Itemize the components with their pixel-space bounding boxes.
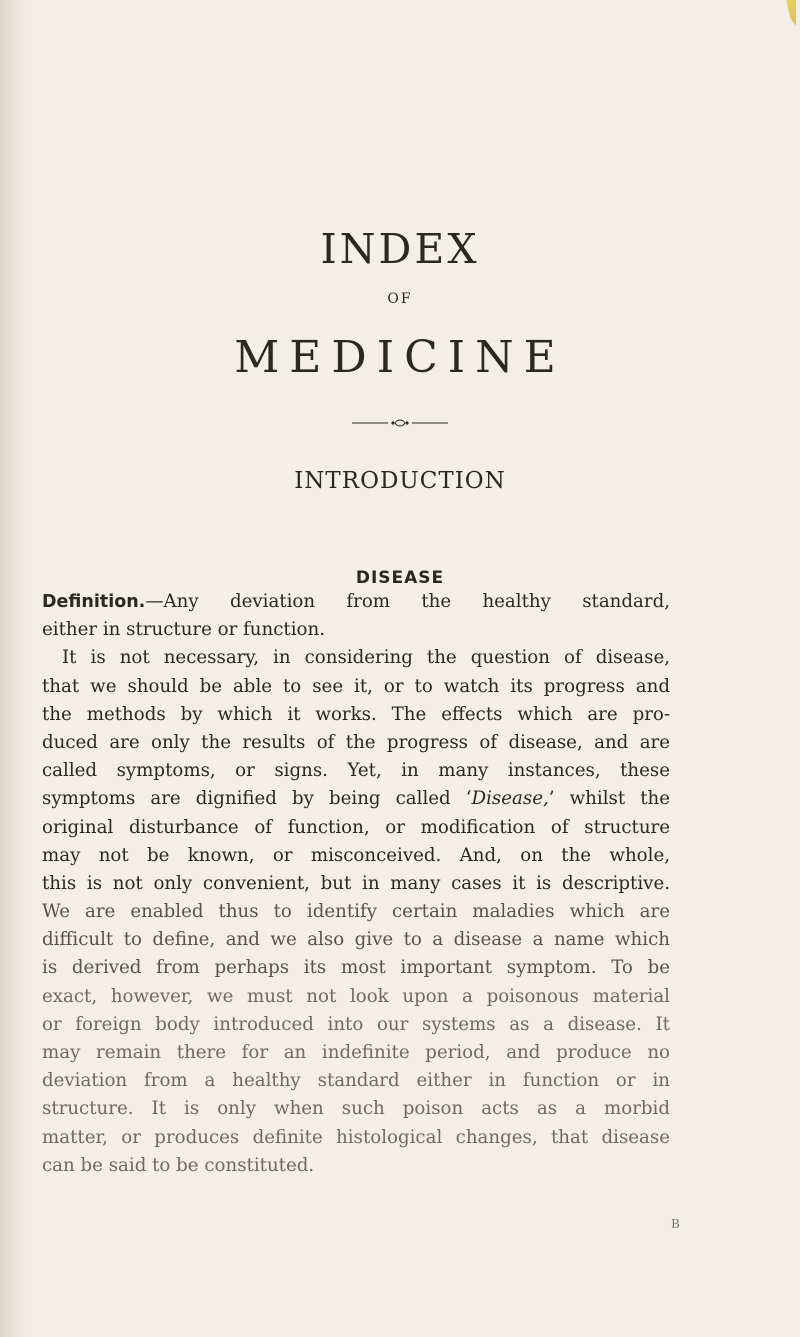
body-text [42,588,670,1180]
text-line: that we should be able to see it, or to watch its progress and [42,675,670,697]
title-index: INDEX [320,225,480,273]
text-line: Definition.—Any deviation from the healthy standard, [42,591,670,612]
text-line: either in structure or function. [42,619,325,641]
text-line: We are enabled thus to identify certain maladies which are [42,901,670,923]
text-line: is derived from perhaps its most important symptom. To be [42,957,670,979]
page-edge-shadow [0,0,26,1337]
text-line: It is not necessary, in considering the question of disease, [62,647,670,669]
signature-mark: B [671,1217,680,1231]
text-line: difficult to define, and we also give to a disease a name which [42,929,670,951]
text-line: duced are only the results of the progress of disease, and are [42,731,670,753]
title-of: OF [387,291,413,307]
definition-term: Definition. [42,592,146,612]
text-line: may not be known, or misconceived. And, on the whole, [42,844,670,866]
text-line: called symptoms, or signs. Yet, in many instances, these [42,760,670,782]
text-line: can be said to be constituted. [42,1154,315,1176]
text-line: deviation from a healthy standard either in function or in [42,1070,670,1092]
text-line: the methods by which it works. The effects which are pro- [42,703,670,725]
text-line: or foreign body introduced into our systems as a disease. It [42,1013,670,1035]
text-line: exact, however, we must not look upon a poisonous material [42,985,670,1007]
section-title: INTRODUCTION [294,468,506,494]
section-heading: DISEASE [355,568,445,588]
text-line: matter, or produces definite histological changes, that disease [42,1126,670,1148]
italic-term: Disease, [471,788,549,810]
ornament-rule [352,417,448,429]
text-line: symptoms are dignified by being called ‘Disease,’ whilst the [42,788,670,810]
text-line: this is not only convenient, but in many cases it is descriptive. [42,872,670,894]
text-line: structure. It is only when such poison acts as a morbid [42,1098,670,1120]
text-line: original disturbance of function, or modification of structure [42,816,670,838]
title-medicine: MEDICINE [234,332,566,383]
text-line: may remain there for an indefinite period, and produce no [42,1042,670,1063]
bookmark-tab [782,0,796,26]
